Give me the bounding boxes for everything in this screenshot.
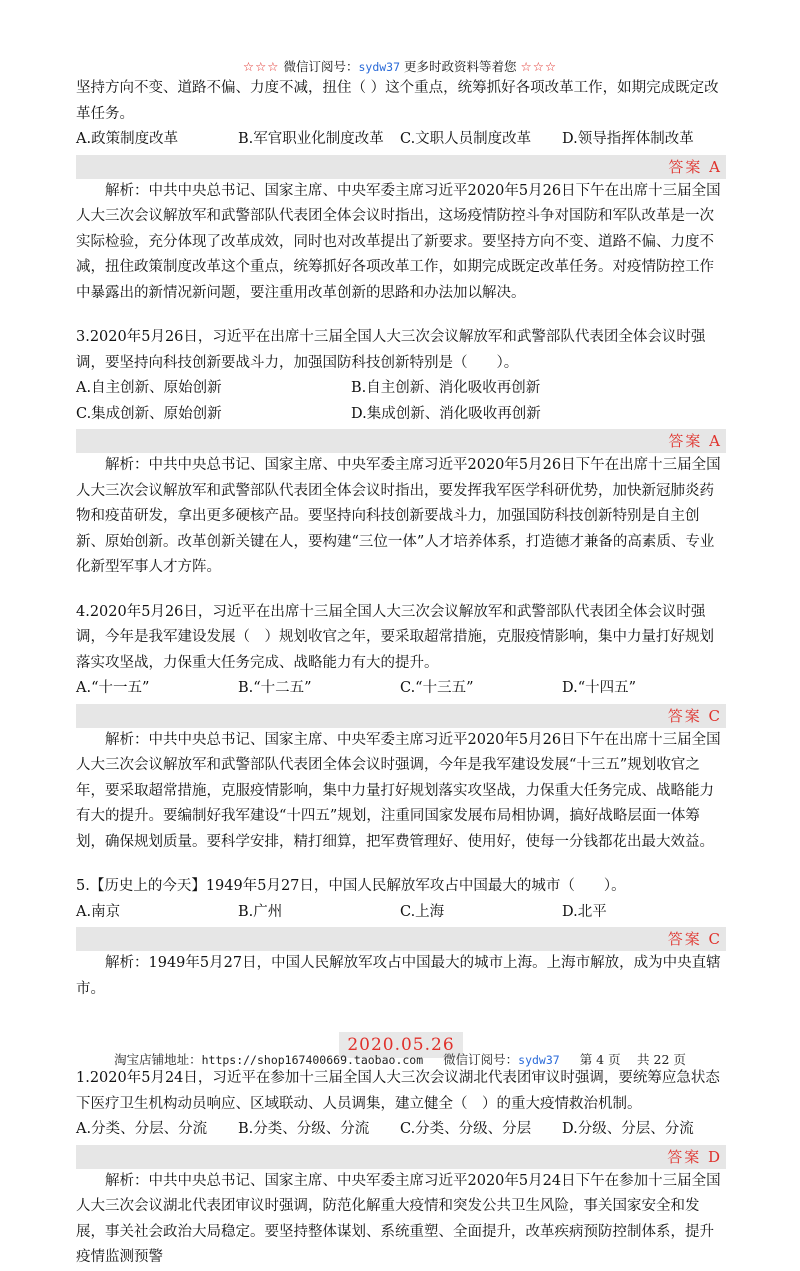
question-text: 坚持方向不变、道路不偏、力度不减，扭住（ ）这个重点，统筹抓好各项改革工作，如期完成既定改革任务。 xyxy=(76,80,719,122)
question-text: 4.2020年5月26日，习近平在出席十三届全国人大三次会议解放军和武警部队代表团全体会议时强调，今年是我军建设发展（ ）规划收官之年，要采取超常措施，克服疫情影响，集中力量打好规划落实攻坚战，力保重大任务完成、战略能力有大的提升。 xyxy=(76,603,714,671)
option-a: A.政策制度改革 xyxy=(76,131,179,147)
answer-band: 答案 A xyxy=(76,155,726,179)
shop-label: 淘宝店铺地址： xyxy=(114,1052,202,1067)
question-block-5 xyxy=(76,874,726,1002)
answer-band: 答案 A xyxy=(76,429,726,453)
option-a: A.分类、分层、分流 xyxy=(76,1121,208,1137)
option-a: A.“十一五” xyxy=(76,680,150,696)
analysis-text: 解析：1949年5月27日，中国人民解放军攻占中国最大的城市上海。上海市解放，成为中央直辖市。 xyxy=(76,955,721,997)
option-b: B.广州 xyxy=(238,903,283,920)
option-d: D.集成创新、消化吸收再创新 xyxy=(351,405,541,422)
answer-band: 答案 C xyxy=(76,704,726,728)
option-c: C.文职人员制度改革 xyxy=(400,131,532,147)
question-text: 3.2020年5月26日，习近平在出席十三届全国人大三次会议解放军和武警部队代表团全体会议时强调，要坚持向科技创新要战斗力，加强国防科技创新特别是（ ）。 xyxy=(76,329,706,371)
option-c: C.上海 xyxy=(400,903,445,920)
question-text: 1.2020年5月24日，习近平在参加十三届全国人大三次会议湖北代表团审议时强调，要统筹应急状态下医疗卫生机构动员响应、区域联动、人员调集，建立健全（ ）的重大疫情救治机制。 xyxy=(76,1070,720,1112)
analysis-text: 解析：中共中央总书记、国家主席、中央军委主席习近平2020年5月26日下午在出席十三届全国人大三次会议解放军和武警部队代表团全体会议时指出，要发挥我军医学科研优势，加快新冠肺炎药物和疫苗研发，拿出更多硬核产品。要坚持向科技创新要战斗力，加强国防科技创新特别是自主创新、原始创新。改革创新关键在人，要构建“三位一体”人才培养体系，打造德才兼备的高素质、专业化新型军事人才方阵。 xyxy=(76,457,721,575)
footer-wx-id: sydw37 xyxy=(518,1053,560,1067)
options-row xyxy=(76,676,726,702)
shop-url[interactable]: https://shop167400669.taobao.com xyxy=(201,1053,424,1067)
option-a: A.南京 xyxy=(76,903,121,920)
analysis-text: 解析：中共中央总书记、国家主席、中央军委主席习近平2020年5月24日下午在参加十三届全国人大三次会议湖北代表团审议时强调，防范化解重大疫情和突发公共卫生风险，事关国家安全和发展，事关社会政治大局稳定。要坚持整体谋划、系统重塑、全面提升，改革疾病预防控制体系，提升疫情监测预警 xyxy=(76,1172,721,1265)
question-text: 5.【历史上的今天】1949年5月27日，中国人民解放军攻占中国最大的城市（ ）。 xyxy=(76,878,626,894)
answer-band: 答案 C xyxy=(76,927,726,951)
question-block-3 xyxy=(76,325,726,581)
option-d: D.北平 xyxy=(562,903,607,920)
question-block-2 xyxy=(76,76,726,306)
analysis-text: 解析：中共中央总书记、国家主席、中央军委主席习近平2020年5月26日下午在出席十三届全国人大三次会议解放军和武警部队代表团全体会议时强调，今年是我军建设发展“十三五”规划收官之年，要采取超常措施，克服疫情影响，集中力量打好规划落实攻坚战，力保重大任务完成、战略能力有大的提升。要编制好我军建设“十四五”规划，注重同国家发展布局相协调，搞好战略层面一体筹划，确保规划质量。要科学安排，精打细算，把军费管理好、使用好，使每一分钱都花出最大效益。 xyxy=(76,731,721,850)
options-row xyxy=(76,900,726,926)
option-b: B.分类、分级、分流 xyxy=(238,1121,370,1137)
options-row xyxy=(76,1117,726,1143)
date-heading-label: 2020.05.26 xyxy=(339,1032,462,1058)
option-c: C.“十三五” xyxy=(400,680,474,696)
options-row xyxy=(76,376,726,402)
footer-wx-label: 微信订阅号： xyxy=(443,1052,519,1067)
header-slogan: 更多时政资料等着您 xyxy=(404,59,517,74)
shop-address xyxy=(114,1052,423,1067)
options-row xyxy=(76,127,726,153)
option-c: C.分类、分级、分层 xyxy=(400,1121,532,1137)
options-row xyxy=(76,402,726,428)
stars-right: ☆☆☆ xyxy=(520,59,558,74)
option-d: D.领导指挥体制改革 xyxy=(562,131,694,147)
option-b: B.自主创新、消化吸收再创新 xyxy=(351,380,541,396)
option-d: D.分级、分层、分流 xyxy=(562,1121,694,1137)
header-wechat-id: sydw37 xyxy=(358,60,401,74)
question-block-4 xyxy=(76,600,726,856)
page-number: 第 4 页 共 22 页 xyxy=(579,1052,686,1067)
header-label: 微信订阅号： xyxy=(283,59,359,74)
option-b: B.“十二五” xyxy=(238,680,312,696)
stars-left: ☆☆☆ xyxy=(242,59,280,74)
option-d: D.“十四五” xyxy=(562,680,637,696)
main-content xyxy=(76,76,726,1271)
option-a: A.自主创新、原始创新 xyxy=(76,380,222,396)
page-footer xyxy=(0,1050,800,1068)
page-header xyxy=(0,57,800,75)
answer-band: 答案 D xyxy=(76,1145,726,1169)
question-block-1-next-day xyxy=(76,1066,726,1271)
footer-wechat xyxy=(443,1052,560,1067)
analysis-text: 解析：中共中央总书记、国家主席、中央军委主席习近平2020年5月26日下午在出席十三届全国人大三次会议解放军和武警部队代表团全体会议时指出，这场疫情防控斗争对国防和军队改革是一次实际检验，充分体现了改革成效，同时也对改革提出了新要求。要坚持方向不变、道路不偏、力度不减，扭住政策制度改革这个重点，统筹抓好各项改革工作，如期完成既定改革任务。对疫情防控工作中暴露出的新情况新问题，要注重用改革创新的思路和办法加以解决。 xyxy=(76,182,721,301)
option-b: B.军官职业化制度改革 xyxy=(238,131,384,147)
option-c: C.集成创新、原始创新 xyxy=(76,405,222,422)
